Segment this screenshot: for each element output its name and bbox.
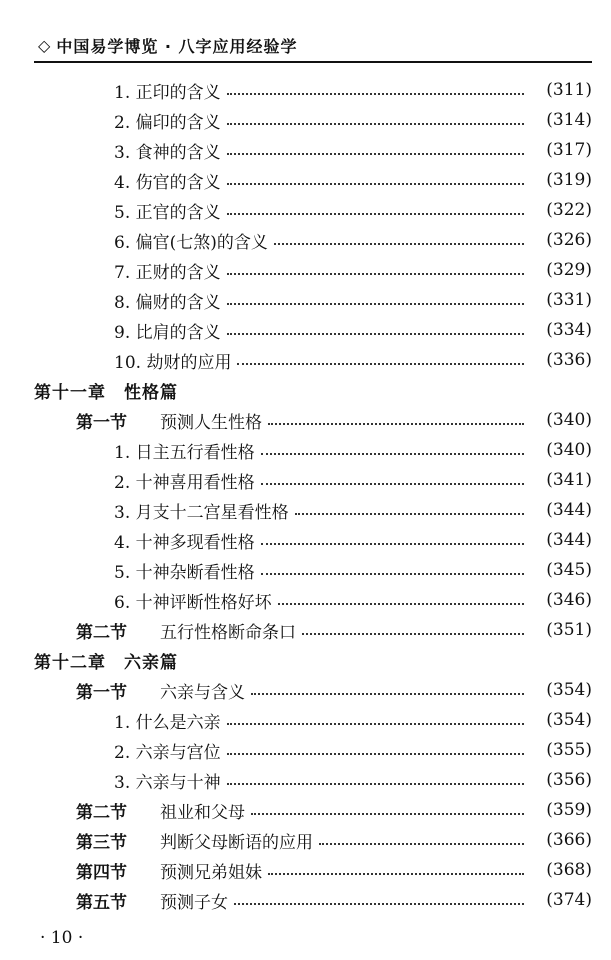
toc-page-number: (346)	[546, 590, 592, 610]
chapter-title: 六亲篇	[124, 652, 178, 673]
toc-page-number: (322)	[546, 200, 592, 220]
chapter-heading	[34, 376, 592, 404]
toc-label	[76, 858, 262, 883]
toc-entry-text: 祖业和父母	[160, 802, 245, 823]
leader-dots	[227, 723, 524, 725]
toc-page-number: (340)	[546, 410, 592, 430]
leader-dots	[227, 93, 524, 95]
toc-section-row	[76, 796, 592, 824]
toc-page-number: (341)	[546, 470, 592, 490]
toc-page-number: (331)	[546, 290, 592, 310]
toc-page-number: (366)	[546, 830, 592, 850]
toc-label	[114, 588, 272, 613]
running-header	[38, 30, 598, 60]
leader-dots	[274, 243, 524, 245]
toc-label	[114, 78, 221, 103]
leader-dots	[319, 843, 524, 845]
toc-label	[114, 138, 221, 163]
toc-item-row	[114, 736, 592, 764]
toc-label	[114, 198, 221, 223]
toc-section-row	[76, 616, 592, 644]
toc-section-row	[76, 406, 592, 434]
leader-dots	[278, 603, 524, 605]
toc-entry-text: 3. 六亲与十神	[114, 772, 221, 793]
toc-item-row	[114, 286, 592, 314]
leader-dots	[234, 903, 524, 905]
toc-entry-text: 5. 正官的含义	[114, 202, 221, 223]
toc-label	[114, 258, 221, 283]
toc-item-row	[114, 496, 592, 524]
toc-entry-text: 判断父母断语的应用	[160, 832, 313, 853]
section-number: 第二节	[76, 802, 127, 823]
toc-entry-text: 预测兄弟姐妹	[160, 862, 262, 883]
toc-label	[114, 768, 221, 793]
toc-label	[76, 828, 313, 853]
toc-item-row	[114, 706, 592, 734]
toc-item-row	[114, 466, 592, 494]
toc-entry-text: 1. 正印的含义	[114, 82, 221, 103]
book-title: 中国易学博览 · 八字应用经验学	[56, 36, 298, 56]
toc-label	[114, 738, 221, 763]
toc-label	[114, 228, 268, 253]
toc-page-number: (340)	[546, 440, 592, 460]
leader-dots	[227, 333, 524, 335]
chapter-title: 性格篇	[124, 382, 178, 403]
section-number: 第三节	[76, 832, 127, 853]
toc-page-number: (344)	[546, 500, 592, 520]
toc-item-row	[114, 316, 592, 344]
toc-page-number: (355)	[546, 740, 592, 760]
toc-entry-text: 2. 十神喜用看性格	[114, 472, 255, 493]
toc-item-row	[114, 346, 592, 374]
toc-label	[114, 438, 255, 463]
toc-label	[114, 318, 221, 343]
leader-dots	[227, 213, 524, 215]
leader-dots	[295, 513, 524, 515]
diamond-icon: ◇	[38, 35, 51, 55]
toc-page-number: (311)	[546, 80, 592, 100]
toc-label	[114, 498, 289, 523]
toc-page-number: (334)	[546, 320, 592, 340]
toc-page-number: (326)	[546, 230, 592, 250]
section-number: 第一节	[76, 682, 127, 703]
toc-label	[114, 708, 221, 733]
toc-section-row	[76, 826, 592, 854]
toc-label	[76, 618, 296, 643]
leader-dots	[268, 423, 524, 425]
toc-entry-text: 8. 偏财的含义	[114, 292, 221, 313]
leader-dots	[261, 543, 524, 545]
leader-dots	[227, 753, 524, 755]
toc-entry-text: 2. 六亲与宫位	[114, 742, 221, 763]
toc-entry-text: 2. 偏印的含义	[114, 112, 221, 133]
section-number: 第一节	[76, 412, 127, 433]
toc-item-row	[114, 106, 592, 134]
toc-page-number: (354)	[546, 710, 592, 730]
leader-dots	[227, 123, 524, 125]
toc-entry-text: 1. 日主五行看性格	[114, 442, 255, 463]
toc-item-row	[114, 556, 592, 584]
leader-dots	[227, 183, 524, 185]
chapter-number: 第十二章	[34, 652, 106, 673]
toc-page-number: (314)	[546, 110, 592, 130]
toc-entry-text: 6. 偏官(七煞)的含义	[114, 232, 268, 253]
toc-item-row	[114, 76, 592, 104]
toc-entry-text: 五行性格断命条口	[160, 622, 296, 643]
toc-item-row	[114, 166, 592, 194]
toc-entry-text: 1. 什么是六亲	[114, 712, 221, 733]
toc-section-row	[76, 676, 592, 704]
toc-page-number: (336)	[546, 350, 592, 370]
leader-dots	[227, 273, 524, 275]
section-number: 第五节	[76, 892, 127, 913]
toc-entry-text: 4. 伤官的含义	[114, 172, 221, 193]
toc-label	[114, 168, 221, 193]
toc-item-row	[114, 226, 592, 254]
toc-label	[76, 678, 245, 703]
leader-dots	[227, 153, 524, 155]
toc-item-row	[114, 256, 592, 284]
toc-page-number: (351)	[546, 620, 592, 640]
toc-page-number: (329)	[546, 260, 592, 280]
leader-dots	[261, 483, 524, 485]
toc-label	[114, 468, 255, 493]
toc-entry-text: 5. 十神杂断看性格	[114, 562, 255, 583]
toc-item-row	[114, 766, 592, 794]
toc-entry-text: 9. 比肩的含义	[114, 322, 221, 343]
toc-label	[114, 348, 231, 373]
leader-dots	[237, 363, 524, 365]
toc-label	[114, 558, 255, 583]
toc-entry-text: 预测人生性格	[160, 412, 262, 433]
toc-page-number: (374)	[546, 890, 592, 910]
toc-item-row	[114, 526, 592, 554]
leader-dots	[251, 813, 524, 815]
toc-item-row	[114, 436, 592, 464]
toc-label	[114, 288, 221, 313]
chapter-number: 第十一章	[34, 382, 106, 403]
page-number: · 10 ·	[40, 928, 84, 948]
section-number: 第二节	[76, 622, 127, 643]
section-number: 第四节	[76, 862, 127, 883]
toc-page-number: (344)	[546, 530, 592, 550]
toc-label	[114, 528, 255, 553]
toc-label	[76, 408, 262, 433]
leader-dots	[227, 303, 524, 305]
toc-label	[76, 798, 245, 823]
leader-dots	[261, 453, 524, 455]
toc-page-number: (359)	[546, 800, 592, 820]
toc-section-row	[76, 886, 592, 914]
toc-label	[114, 108, 221, 133]
leader-dots	[302, 633, 524, 635]
toc-page-number: (368)	[546, 860, 592, 880]
toc-item-row	[114, 136, 592, 164]
toc-page-number: (345)	[546, 560, 592, 580]
header-rule	[34, 61, 592, 63]
leader-dots	[227, 783, 524, 785]
chapter-heading	[34, 646, 592, 674]
toc-section-row	[76, 856, 592, 884]
toc-item-row	[114, 586, 592, 614]
toc-label	[76, 888, 228, 913]
toc-entry-text: 3. 月支十二宫星看性格	[114, 502, 289, 523]
toc-entry-text: 4. 十神多现看性格	[114, 532, 255, 553]
toc-item-row	[114, 196, 592, 224]
toc-page-number: (356)	[546, 770, 592, 790]
toc-entry-text: 3. 食神的含义	[114, 142, 221, 163]
leader-dots	[261, 573, 524, 575]
toc-entry-text: 6. 十神评断性格好坏	[114, 592, 272, 613]
toc-page-number: (354)	[546, 680, 592, 700]
toc-entry-text: 10. 劫财的应用	[114, 352, 232, 373]
leader-dots	[251, 693, 524, 695]
leader-dots	[268, 873, 524, 875]
toc-page-number: (317)	[546, 140, 592, 160]
toc-entry-text: 六亲与含义	[160, 682, 245, 703]
toc-page-number: (319)	[546, 170, 592, 190]
toc-entry-text: 预测子女	[160, 892, 228, 913]
toc-entry-text: 7. 正财的含义	[114, 262, 221, 283]
